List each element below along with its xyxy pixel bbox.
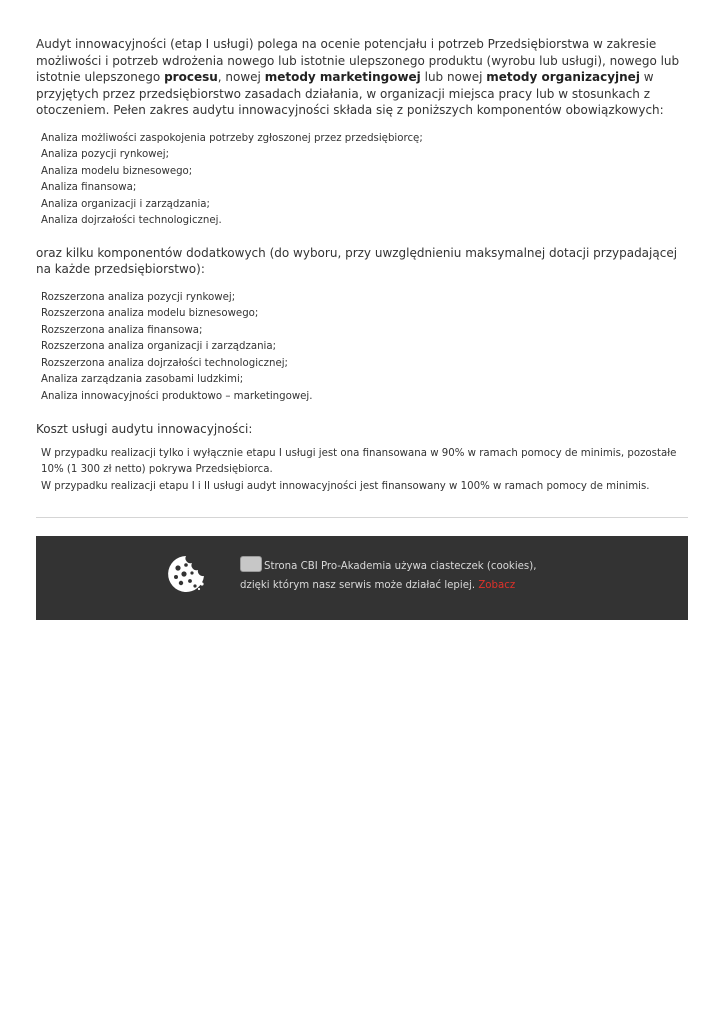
optional-components-list [36, 290, 688, 406]
list-item: Analiza organizacji i zarządzania; [41, 198, 210, 210]
cookie-line-2: dzięki którym nasz serwis może działać lepiej. [240, 580, 476, 591]
cost-heading: Koszt usługi audytu innowacyjności: [36, 422, 253, 436]
list-item: Analiza możliwości zaspokojenia potrzeby zgłoszonej przez przedsiębiorcę; [41, 132, 423, 144]
list-item: Rozszerzona analiza modelu biznesowego; [41, 308, 259, 319]
list-item: Rozszerzona analiza dojrzałości technologicznej; [41, 357, 288, 369]
list-item: Analiza zarządzania zasobami ludzkimi; [41, 374, 244, 385]
list-item: Analiza dojrzałości technologicznej. [41, 215, 222, 226]
cookie-message [240, 556, 570, 595]
list-item: Analiza finansowa; [41, 182, 137, 193]
mandatory-components-list [36, 131, 688, 230]
bold-organizational-method: metody organizacyjnej [486, 70, 640, 84]
list-item: Rozszerzona analiza finansowa; [41, 324, 203, 336]
list-item: Analiza innowacyjności produktowo – marketingowej. [41, 390, 313, 402]
list-item: Rozszerzona analiza pozycji rynkowej; [41, 291, 236, 303]
article-content [36, 36, 688, 495]
cost-line: W przypadku realizacji tylko i wyłącznie etapu I usługi jest ona finansowana w 90% w ramach pomocy de minimis, pozostałe 10% (1 300 zł netto) pokrywa Przedsiębiorca. [41, 447, 677, 475]
cookie-icon [166, 554, 206, 594]
cookie-accept-button[interactable] [240, 556, 262, 572]
optional-intro: oraz kilku komponentów dodatkowych (do wyboru, przy uwzględnieniu maksymalnej dotacji przypadającej na każde przedsiębiorstwo): [36, 245, 678, 276]
cost-description [36, 446, 688, 496]
bold-process: procesu [164, 70, 218, 84]
bold-marketing-method: metody marketingowej [264, 70, 421, 84]
cookie-details-link[interactable]: Zobacz [478, 580, 516, 591]
intro-paragraph: Audyt innowacyjności (etap I usługi) polega na ocenie potencjału i potrzeb Przedsiębiorstwa w zakresie możliwości i potrzeb wdrożenia nowego lub istotnie ulepszonego produktu (wyrobu lub usługi), nowego lub istotnie ulepszonego procesu, nowej metody marketingowej lub nowej metody organizacyjnej w przyjętych przez przedsiębiorstwo zasadach działania, w organizacji miejsca pracy lub w stosunkach z otoczeniem. Pełen zakres audytu innowacyjności składa się z poniższych komponentów obowiązkowych: [36, 37, 680, 117]
list-item: Rozszerzona analiza organizacji i zarządzania; [41, 341, 277, 352]
list-item: Analiza modelu biznesowego; [41, 165, 193, 177]
cookie-line-1: Strona CBI Pro-Akademia używa ciasteczek (cookies), [264, 561, 537, 572]
cookie-banner [36, 536, 688, 620]
list-item: Analiza pozycji rynkowej; [41, 149, 170, 160]
divider [36, 517, 688, 518]
cost-line: W przypadku realizacji etapu I i II usługi audyt innowacyjności jest finansowany w 100% w ramach pomocy de minimis. [41, 480, 650, 492]
